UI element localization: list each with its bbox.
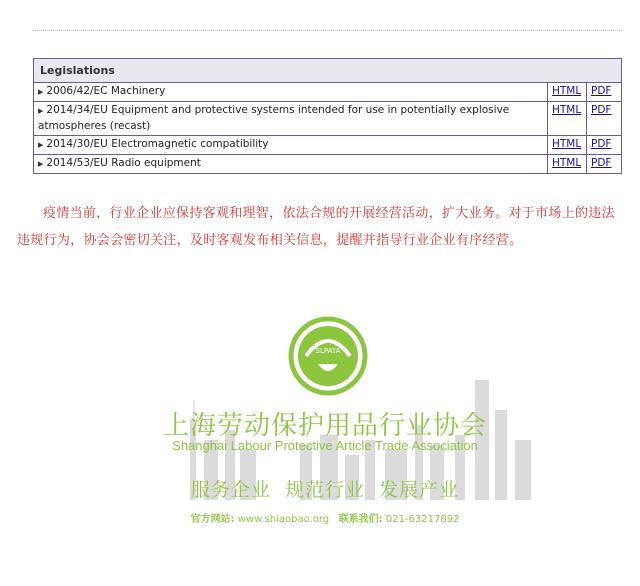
table-row bbox=[34, 155, 621, 173]
legislation-name: 2014/34/EU Equipment and protective systems intended for use in potentially explosive atmospheres (recast) bbox=[38, 104, 510, 132]
pdf-link[interactable]: PDF bbox=[591, 157, 612, 169]
legislation-name: 2014/53/EU Radio equipment bbox=[46, 157, 201, 169]
legislation-name: 2006/42/EC Machinery bbox=[46, 85, 166, 97]
website-label: 官方网站: bbox=[190, 514, 235, 525]
slpata-seal-icon bbox=[288, 316, 368, 396]
association-contact bbox=[140, 510, 510, 525]
table-row bbox=[34, 102, 621, 136]
table-row bbox=[34, 83, 621, 102]
contact-label: 联系我们: bbox=[338, 514, 383, 525]
association-logo bbox=[140, 310, 540, 570]
notice-paragraph: 疫情当前，行业企业应保持客观和理智，依法合规的开展经营活动，扩大业务。对于市场上的违法违规行为，协会会密切关注，及时客观发布相关信息，提醒并指导行业企业有序经营。 bbox=[17, 206, 615, 248]
html-link[interactable]: HTML bbox=[548, 155, 587, 173]
pdf-link[interactable]: PDF bbox=[591, 104, 612, 116]
pdf-link[interactable]: PDF bbox=[591, 138, 612, 150]
legislations-heading: Legislations bbox=[34, 59, 621, 83]
bullet-triangle-icon: ▶ bbox=[38, 88, 44, 96]
legislations-table bbox=[33, 58, 622, 174]
html-link[interactable]: HTML bbox=[548, 83, 587, 101]
bullet-triangle-icon: ▶ bbox=[38, 141, 44, 149]
table-row bbox=[34, 136, 621, 155]
bullet-triangle-icon: ▶ bbox=[38, 160, 44, 168]
association-en-name: Shanghai Labour Protective Article Trade Association bbox=[172, 438, 478, 453]
association-cn-name: 上海劳动保护用品行业协会 bbox=[162, 411, 487, 441]
html-link[interactable]: HTML bbox=[548, 136, 587, 154]
pdf-link[interactable]: PDF bbox=[591, 85, 612, 97]
association-slogan: 服务企业 规范行业 发展产业 bbox=[190, 479, 460, 501]
svg-text:SLPATA: SLPATA bbox=[315, 347, 341, 355]
phone-number: 021-63217892 bbox=[385, 514, 460, 525]
website-url[interactable]: www.shiaobao.org bbox=[237, 514, 330, 525]
bullet-triangle-icon: ▶ bbox=[38, 107, 44, 115]
dotted-divider bbox=[32, 30, 622, 31]
html-link[interactable]: HTML bbox=[548, 102, 587, 135]
legislation-name: 2014/30/EU Electromagnetic compatibility bbox=[46, 138, 269, 150]
